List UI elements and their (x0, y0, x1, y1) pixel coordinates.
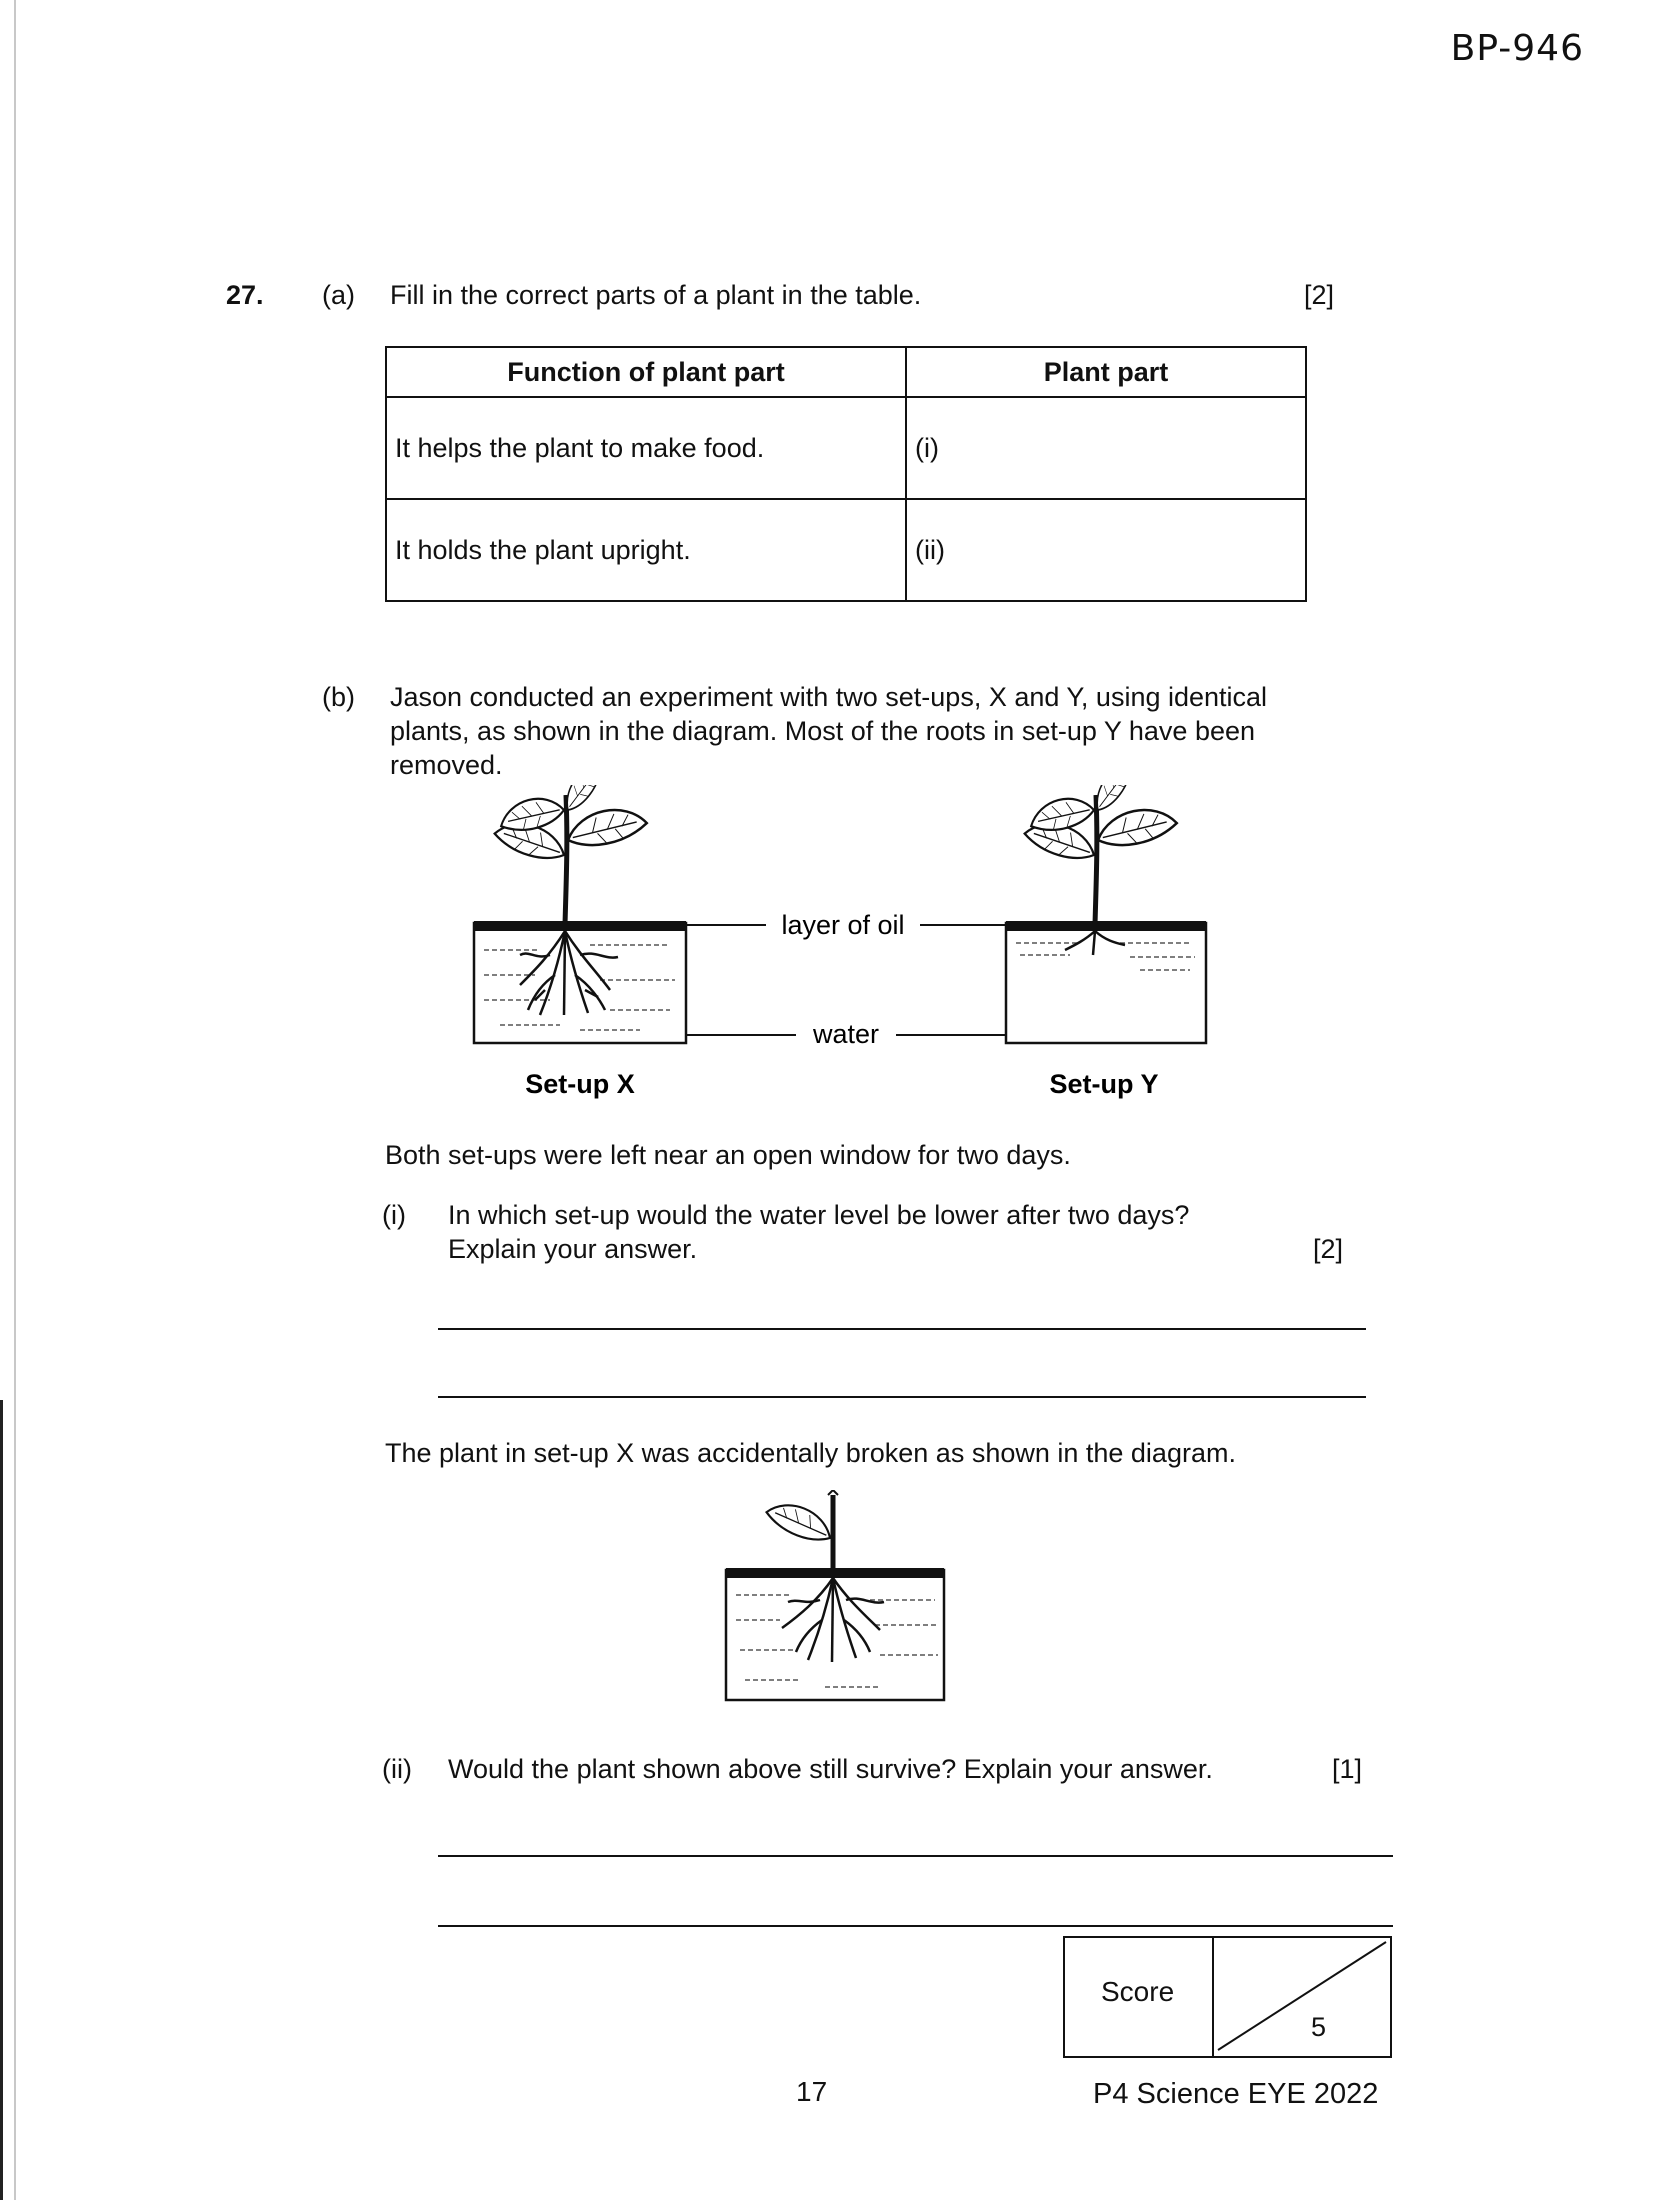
table-row (386, 397, 1306, 499)
table-header-row (386, 347, 1306, 397)
experiment-diagram (440, 785, 1260, 1115)
sub-i-label: (i) (382, 1200, 406, 1230)
setup-y-label: Set-up Y (1049, 1069, 1159, 1099)
water-label: water (812, 1019, 880, 1049)
sub-i-line: Explain your answer. (448, 1234, 698, 1264)
table-row (386, 499, 1306, 601)
sub-i-question (448, 1198, 1189, 1266)
answer-line-i-2[interactable] (438, 1396, 1366, 1398)
score-slash (1214, 1938, 1390, 2056)
sub-ii-label: (ii) (382, 1754, 412, 1784)
scan-edge-dark (0, 1400, 3, 2200)
sub-i-marks: [2] (1313, 1234, 1344, 1264)
part-a-marks: [2] (1304, 280, 1335, 310)
setup-x-label: Set-up X (525, 1069, 635, 1099)
intro-line: plants, as shown in the diagram. Most of the roots in set-up Y have been (390, 716, 1256, 746)
intro-line: Jason conducted an experiment with two set-ups, X and Y, using identical (390, 682, 1268, 712)
table-cell-function: It holds the plant upright. (386, 499, 906, 601)
condition-text: Both set-ups were left near an open window for two days. (385, 1140, 1071, 1170)
intro-line: removed. (390, 750, 503, 780)
answer-line-ii-2[interactable] (438, 1925, 1393, 1927)
score-box (1063, 1936, 1392, 2058)
exam-title: P4 Science EYE 2022 (1093, 2078, 1379, 2110)
oil-label: layer of oil (781, 910, 905, 940)
plant-parts-table (385, 346, 1307, 602)
setup-y-container (1006, 785, 1206, 1043)
answer-line-i-1[interactable] (438, 1328, 1366, 1330)
part-a-prompt: Fill in the correct parts of a plant in the table. (390, 280, 922, 310)
page-number: 17 (796, 2076, 828, 2107)
sub-ii-marks: [1] (1332, 1754, 1363, 1784)
setup-x-container (474, 785, 686, 1043)
sub-i-line: In which set-up would the water level be lower after two days? (448, 1200, 1190, 1230)
broken-statement: The plant in set-up X was accidentally broken as shown in the diagram. (385, 1438, 1236, 1468)
part-b-intro (390, 680, 1370, 782)
setup-y-plant (1022, 785, 1178, 925)
question-number: 27. (226, 280, 264, 310)
scan-edge (14, 0, 16, 2200)
setup-x-plant (492, 785, 648, 925)
table-header-part: Plant part (906, 347, 1306, 397)
answer-cell-i[interactable]: (i) (906, 397, 1306, 499)
part-a-label: (a) (322, 280, 355, 310)
paper-code: BP-946 (1450, 28, 1584, 69)
part-b-label: (b) (322, 682, 355, 712)
score-total: 5 (1311, 2012, 1327, 2042)
table-cell-function: It helps the plant to make food. (386, 397, 906, 499)
table-header-function: Function of plant part (386, 347, 906, 397)
answer-line-ii-1[interactable] (438, 1855, 1393, 1857)
score-label: Score (1101, 1976, 1175, 2007)
sub-ii-question: Would the plant shown above still survive? Explain your answer. (448, 1754, 1213, 1784)
answer-cell-ii[interactable]: (ii) (906, 499, 1306, 601)
broken-plant-diagram (700, 1490, 980, 1715)
